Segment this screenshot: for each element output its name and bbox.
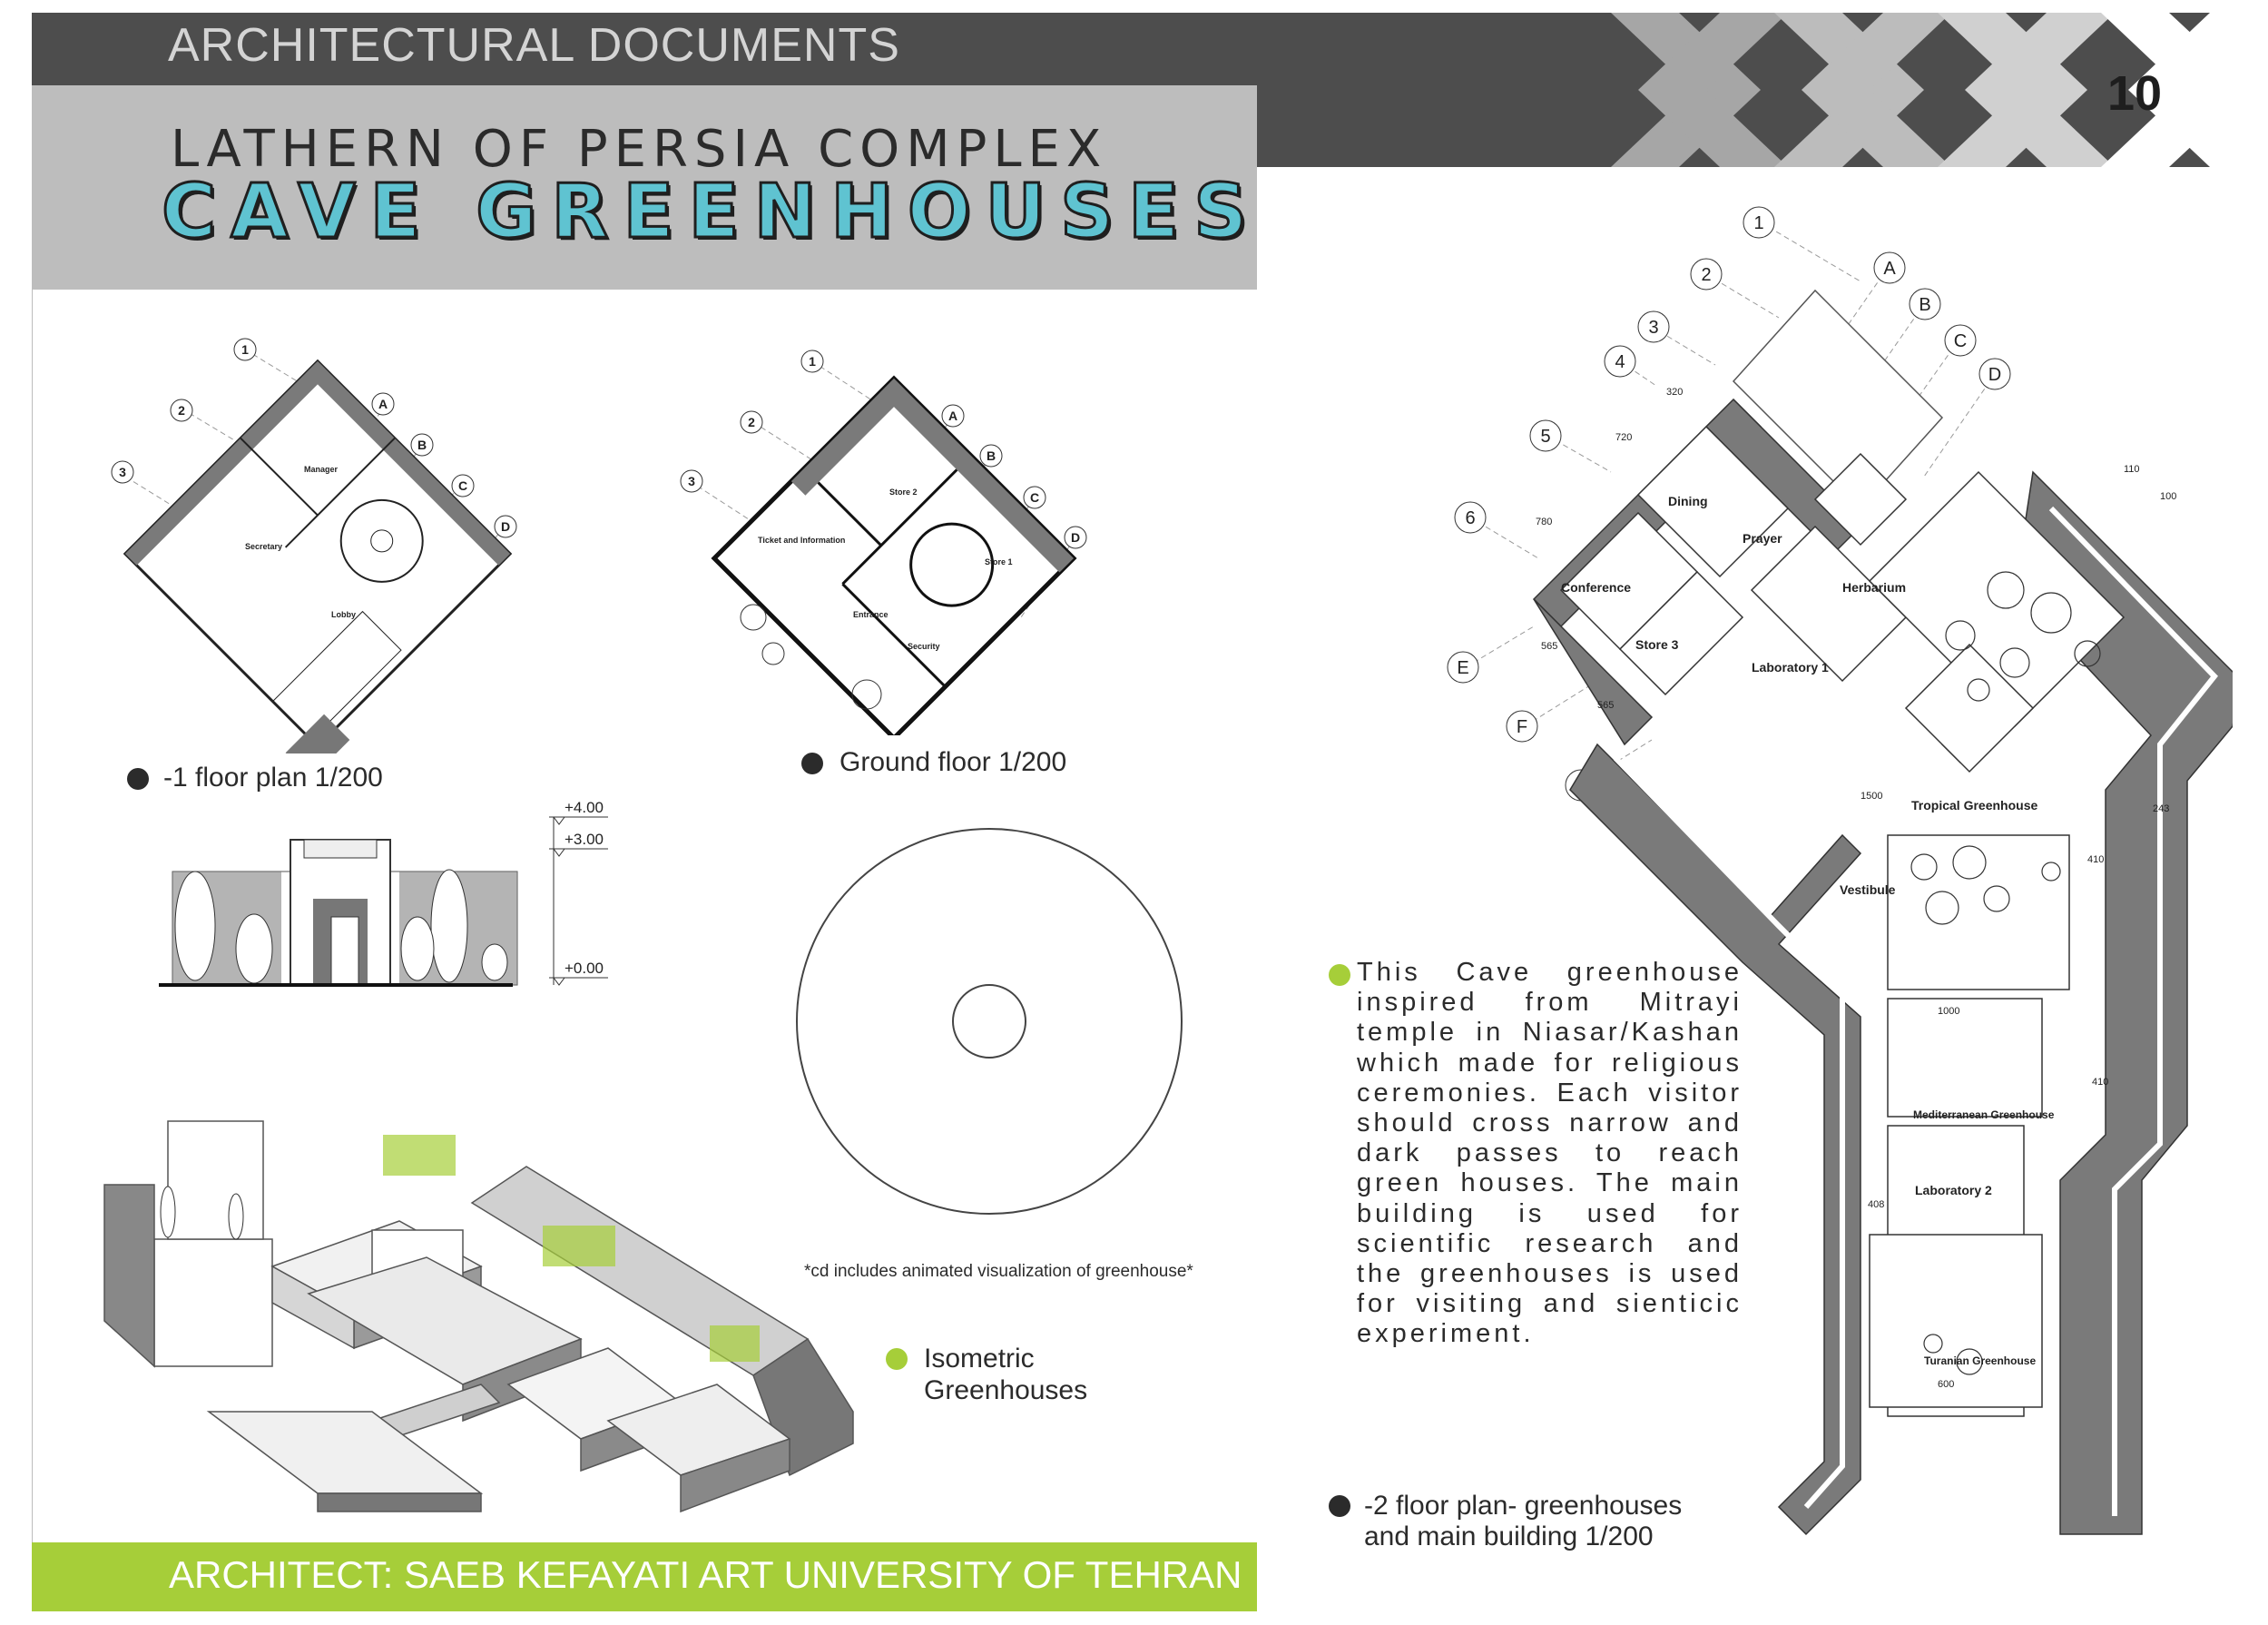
- svg-text:Store 3: Store 3: [1635, 637, 1679, 652]
- svg-text:565: 565: [1541, 641, 1558, 652]
- svg-text:D: D: [500, 519, 511, 534]
- caption-floor-minus1: -1 floor plan 1/200: [163, 763, 383, 793]
- svg-text:C: C: [457, 478, 468, 493]
- svg-text:110: 110: [2124, 464, 2140, 475]
- caption-floor-minus2-line1: -2 floor plan- greenhouses: [1364, 1491, 1683, 1521]
- bullet-dot-green: [886, 1348, 908, 1370]
- svg-text:6: 6: [1465, 508, 1476, 528]
- floor-minus1-plan: [100, 327, 526, 753]
- svg-text:1: 1: [809, 354, 816, 369]
- svg-text:Herbarium: Herbarium: [1842, 580, 1907, 595]
- svg-text:565: 565: [1597, 700, 1615, 711]
- bullet-dot: [1329, 1495, 1350, 1517]
- svg-text:B: B: [986, 448, 997, 463]
- svg-text:Security: Security: [908, 642, 940, 651]
- svg-text:4: 4: [1615, 352, 1625, 372]
- svg-text:Laboratory 1: Laboratory 1: [1752, 660, 1829, 675]
- svg-text:B: B: [1919, 295, 1931, 315]
- svg-text:Secretary: Secretary: [245, 542, 283, 551]
- svg-text:A: A: [378, 397, 388, 411]
- svg-text:C: C: [1029, 490, 1040, 505]
- svg-text:Dining: Dining: [1668, 494, 1708, 508]
- svg-text:+3.00: +3.00: [565, 831, 604, 848]
- elevation-drawing: [154, 799, 626, 999]
- project-subtitle: CAVE GREENHOUSES: [162, 169, 1262, 255]
- svg-text:Manager: Manager: [304, 465, 339, 474]
- caption-isometric-line2: Greenhouses: [924, 1375, 1088, 1405]
- caption-ground-floor: Ground floor 1/200: [839, 747, 1067, 777]
- caption-floor-minus2-line2: and main building 1/200: [1364, 1522, 1654, 1551]
- svg-text:1: 1: [1753, 213, 1764, 233]
- svg-text:408: 408: [1868, 1199, 1885, 1210]
- svg-text:Prayer: Prayer: [1743, 531, 1782, 546]
- svg-text:2: 2: [178, 403, 185, 418]
- floor-minus2-plan: [1434, 200, 2233, 1580]
- svg-text:Entrance: Entrance: [853, 610, 889, 619]
- svg-text:+4.00: +4.00: [565, 799, 604, 816]
- project-title: LATHERN OF PERSIA COMPLEX: [171, 120, 1108, 179]
- svg-text:3: 3: [688, 474, 695, 488]
- svg-text:Store 1: Store 1: [985, 557, 1013, 566]
- svg-text:+0.00: +0.00: [565, 960, 604, 977]
- section-title: ARCHITECTURAL DOCUMENTS: [168, 19, 900, 72]
- svg-text:Lobby: Lobby: [331, 610, 356, 619]
- svg-text:320: 320: [1666, 387, 1684, 398]
- cd-note: *cd includes animated visualization of greenhouse*: [804, 1262, 1193, 1281]
- svg-text:E: E: [1457, 658, 1469, 678]
- svg-text:F: F: [1516, 717, 1528, 737]
- ground-floor-plan: [672, 345, 1098, 735]
- svg-text:720: 720: [1615, 432, 1633, 443]
- svg-text:Turanian Greenhouse: Turanian Greenhouse: [1924, 1354, 2037, 1367]
- svg-text:3: 3: [1648, 318, 1659, 338]
- bullet-dot: [127, 768, 149, 790]
- svg-text:Ticket and Information: Ticket and Information: [758, 536, 846, 545]
- bullet-dot: [801, 753, 823, 774]
- isometric-drawing: [100, 1112, 862, 1530]
- svg-text:Mediterranean Greenhouse: Mediterranean Greenhouse: [1913, 1108, 2055, 1121]
- caption-isometric-line1: Isometric: [924, 1344, 1035, 1374]
- svg-text:Conference: Conference: [1561, 580, 1632, 595]
- svg-text:Vestibule: Vestibule: [1840, 882, 1896, 897]
- svg-text:A: A: [947, 409, 958, 423]
- svg-text:5: 5: [1540, 427, 1551, 447]
- svg-text:2: 2: [748, 415, 755, 429]
- svg-text:C: C: [1953, 331, 1968, 351]
- svg-text:600: 600: [1938, 1379, 1955, 1390]
- svg-text:B: B: [417, 438, 427, 452]
- svg-text:410: 410: [2092, 1077, 2109, 1088]
- svg-text:D: D: [1988, 365, 2002, 385]
- svg-text:1500: 1500: [1861, 791, 1883, 802]
- bullet-dot-green: [1329, 964, 1350, 986]
- page-number: 10: [2107, 66, 2163, 121]
- svg-text:2: 2: [1701, 265, 1712, 285]
- svg-text:Laboratory 2: Laboratory 2: [1915, 1183, 1992, 1197]
- svg-text:3: 3: [119, 465, 126, 479]
- svg-text:A: A: [1883, 259, 1896, 279]
- svg-text:1000: 1000: [1938, 1006, 1960, 1017]
- svg-text:Store 2: Store 2: [889, 488, 918, 497]
- footer-credit: ARCHITECT: SAEB KEFAYATI ART UNIVERSITY OF TEHRAN: [169, 1553, 1242, 1596]
- svg-text:410: 410: [2087, 854, 2105, 865]
- description-paragraph: This Cave greenhouse inspired from Mitrayi temple in Niasar/Kashan which made for religious ceremonies. Each visitor should cross narrow and dark passes to reach green houses. The main building is used for scientific research and the greenhouses is used for visiting and sienticic experiment.: [1357, 958, 1743, 1349]
- svg-text:100: 100: [2160, 491, 2177, 502]
- svg-text:1: 1: [241, 342, 249, 357]
- svg-text:D: D: [1070, 530, 1081, 545]
- header-x-pattern: [1252, 13, 2237, 176]
- svg-text:Tropical Greenhouse: Tropical Greenhouse: [1911, 798, 2038, 812]
- svg-text:780: 780: [1536, 517, 1553, 527]
- svg-text:243: 243: [2153, 803, 2170, 814]
